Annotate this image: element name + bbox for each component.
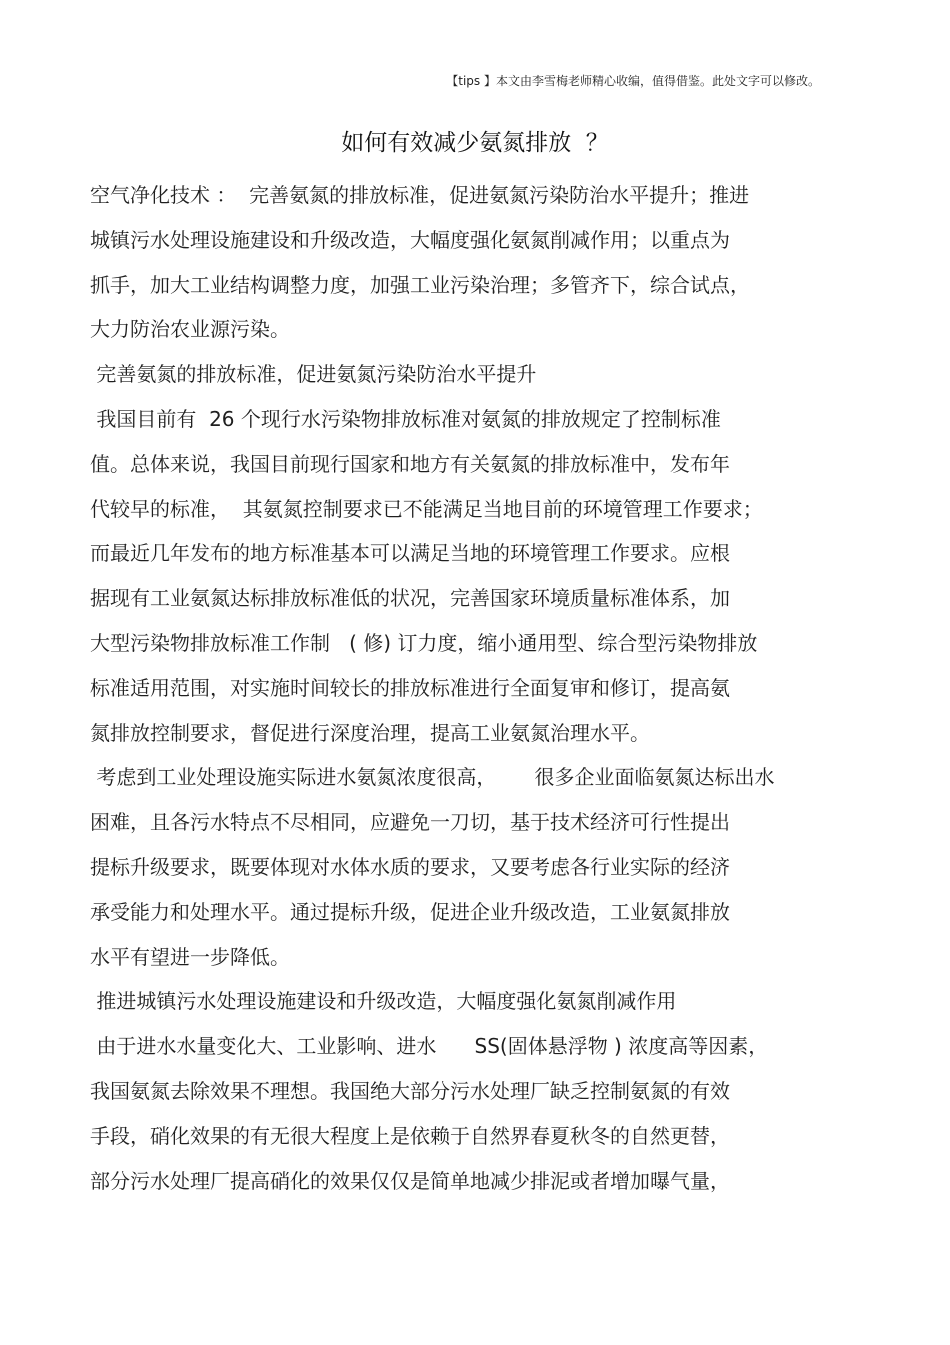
text-line: 大力防治农业源污染。	[90, 317, 290, 342]
text-line: 困难，且各污水特点不尽相同，应避免一刀切，基于技术经济可行性提出	[90, 810, 730, 835]
document-body	[90, 178, 850, 1208]
text-line: 代较早的标准， 其氨氮控制要求已不能满足当地目前的环境管理工作要求；	[90, 496, 763, 521]
text-line: 标准适用范围，对实施时间较长的排放标准进行全面复审和修订，提高氨	[90, 675, 730, 700]
text-line: 据现有工业氨氮达标排放标准低的状况，完善国家环境质量标准体系，加	[90, 586, 730, 611]
text-line: 空气净化技术 ： 完善氨氮的排放标准，促进氨氮污染防治水平提升；推进	[90, 183, 750, 207]
text-line: 我国目前有 26 个现行水污染物排放标准对氨氮的排放规定了控制标准	[90, 406, 721, 431]
section-heading: 完善氨氮的排放标准，促进氨氮污染防治水平提升	[90, 362, 537, 387]
text-line: 提标升级要求，既要体现对水体水质的要求，又要考虑各行业实际的经济	[90, 854, 730, 879]
tips-note: 【tips 】本文由李雪梅老师精心收编，值得借鉴。此处文字可以修改。	[446, 74, 820, 88]
text-line: 手段，硝化效果的有无很大程度上是依赖于自然界春夏秋冬的自然更替，	[90, 1123, 730, 1148]
text-line: 水平有望进一步降低。	[90, 944, 290, 969]
text-line: 城镇污水处理设施建设和升级改造，大幅度强化氨氮削减作用；以重点为	[90, 227, 730, 252]
section-heading: 推进城镇污水处理设施建设和升级改造，大幅度强化氨氮削减作用	[90, 989, 677, 1014]
page-title: 如何有效减少氨氮排放 ？	[341, 130, 609, 156]
text-line: 由于进水水量变化大、工业影响、进水 SS(固体悬浮物 ) 浓度高等因素，	[90, 1034, 769, 1059]
text-line: 我国氨氮去除效果不理想。我国绝大部分污水处理厂缺乏控制氨氮的有效	[90, 1078, 730, 1103]
text-line: 部分污水处理厂提高硝化的效果仅仅是简单地减少排泥或者增加曝气量，	[90, 1168, 730, 1193]
text-line: 考虑到工业处理设施实际进水氨氮浓度很高， 很多企业面临氨氮达标出水	[90, 765, 775, 790]
text-line: 氮排放控制要求，督促进行深度治理，提高工业氨氮治理水平。	[90, 720, 650, 745]
text-line: 而最近几年发布的地方标准基本可以满足当地的环境管理工作要求。应根	[90, 541, 730, 566]
text-line: 抓手，加大工业结构调整力度，加强工业污染治理；多管齐下，综合试点，	[90, 272, 750, 297]
text-line: 值。总体来说，我国目前现行国家和地方有关氨氮的排放标准中，发布年	[90, 451, 730, 476]
text-line: 承受能力和处理水平。通过提标升级，促进企业升级改造，工业氨氮排放	[90, 899, 730, 924]
text-line: 大型污染物排放标准工作制 ( 修) 订力度，缩小通用型、综合型污染物排放	[90, 630, 758, 655]
